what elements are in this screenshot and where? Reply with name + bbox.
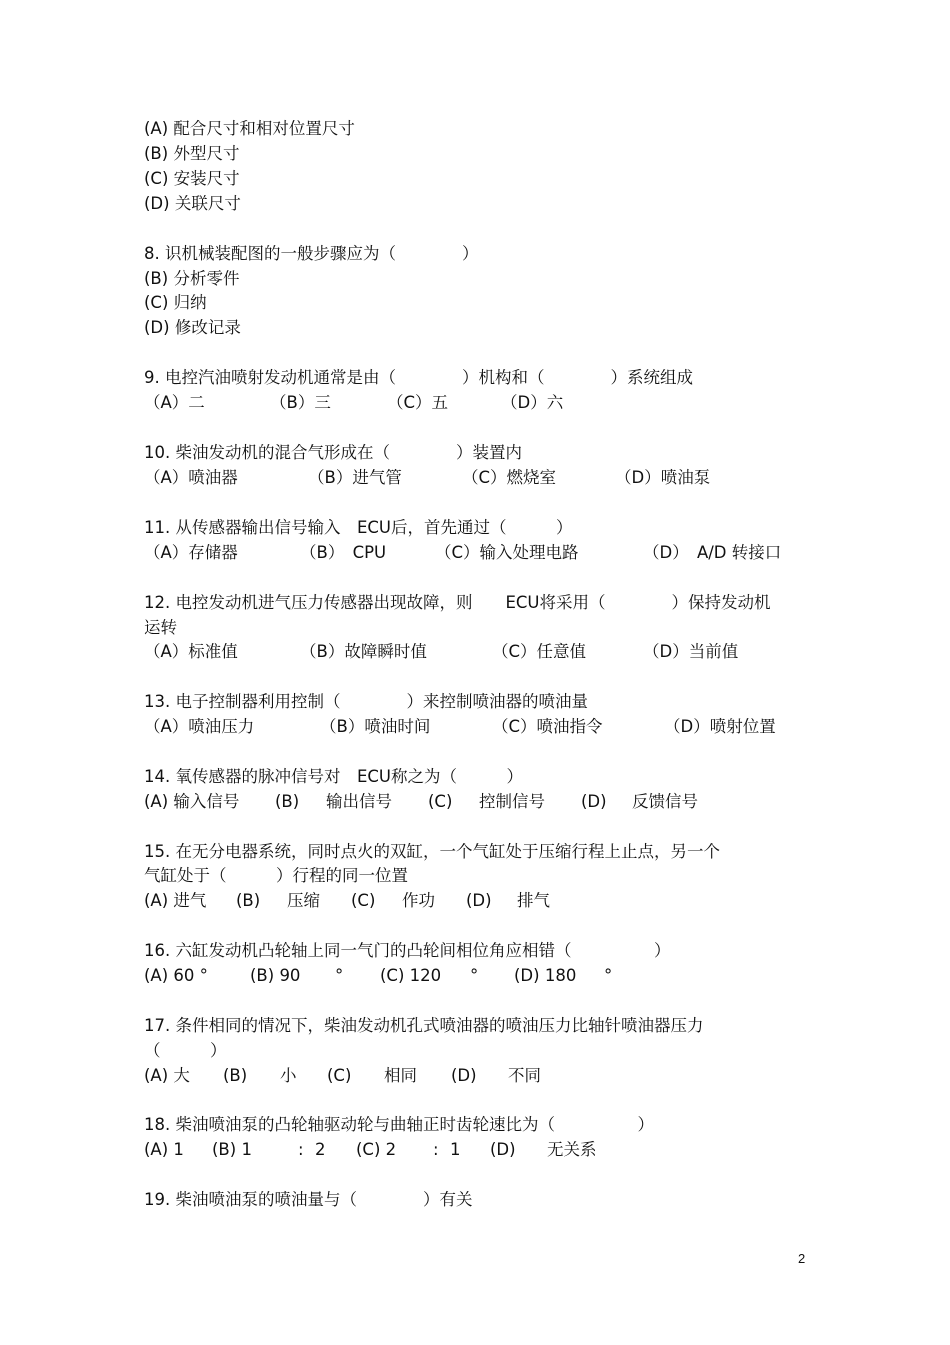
option-d-text: 无关系 bbox=[547, 1140, 597, 1159]
option-a: (A) 输入信号 bbox=[144, 792, 240, 811]
option-d-letter: (D) bbox=[451, 1066, 477, 1085]
option-line: (C) 归纳 bbox=[144, 293, 207, 312]
option-b-text: 压缩 bbox=[287, 891, 320, 910]
option-a: (A) 1 bbox=[144, 1140, 184, 1159]
option-a: (A) 60 ° bbox=[144, 966, 208, 985]
option-d-text: 反馈信号 bbox=[632, 792, 698, 811]
option-d-unit: ° bbox=[604, 966, 613, 985]
option-b-letter: (B) bbox=[275, 792, 300, 811]
ratio-colon: : bbox=[433, 1140, 439, 1159]
option-c: （C）五 bbox=[387, 393, 449, 412]
option-b: （B）进气管 bbox=[308, 468, 402, 487]
option-c: (C) 120 bbox=[380, 966, 442, 985]
option-b-text: 小 bbox=[280, 1066, 297, 1085]
question-19-stem: 19. 柴油喷油泵的喷油量与（ ）有关 bbox=[144, 1190, 473, 1209]
option-line: (B) 外型尺寸 bbox=[144, 144, 240, 163]
option-c: （C）输入处理电路 bbox=[435, 543, 579, 562]
option-b-text: 输出信号 bbox=[326, 792, 392, 811]
option-b-letter: (B) bbox=[223, 1066, 248, 1085]
option-b: （B）故障瞬时值 bbox=[300, 642, 427, 661]
question-12-stem-cont: 运转 bbox=[144, 618, 177, 637]
option-c: （C）任意值 bbox=[492, 642, 587, 661]
question-13-stem: 13. 电子控制器利用控制（ ）来控制喷油器的喷油量 bbox=[144, 692, 588, 711]
option-d: （D）喷射位置 bbox=[664, 717, 776, 736]
option-d: （D）当前值 bbox=[643, 642, 739, 661]
option-a: （A）存储器 bbox=[144, 543, 238, 562]
question-14-stem: 14. 氧传感器的脉冲信号对 ECU称之为（ ） bbox=[144, 767, 524, 786]
question-11-stem: 11. 从传感器输出信号输入 ECU后，首先通过（ ） bbox=[144, 518, 573, 537]
option-c: （C）喷油指令 bbox=[492, 717, 603, 736]
option-a: （A）标准值 bbox=[144, 642, 238, 661]
option-line: (D) 关联尺寸 bbox=[144, 194, 241, 213]
option-c-text: 相同 bbox=[384, 1066, 417, 1085]
option-d-text: 排气 bbox=[517, 891, 550, 910]
option-b: （B） CPU bbox=[300, 543, 387, 562]
ratio-value: 2 bbox=[315, 1140, 326, 1159]
option-c: （C）燃烧室 bbox=[462, 468, 557, 487]
option-c-letter: (C) bbox=[428, 792, 453, 811]
option-a: (A) 进气 bbox=[144, 891, 207, 910]
option-b-letter: (B) bbox=[236, 891, 261, 910]
option-b: （B）三 bbox=[270, 393, 331, 412]
option-d: （D）六 bbox=[501, 393, 564, 412]
question-16-stem: 16. 六缸发动机凸轮轴上同一气门的凸轮间相位角应相错（ ） bbox=[144, 941, 671, 960]
option-b: （B）喷油时间 bbox=[320, 717, 431, 736]
option-d-letter: (D) bbox=[490, 1140, 516, 1159]
option-line: (C) 安装尺寸 bbox=[144, 169, 240, 188]
page-number: 2 bbox=[798, 1251, 806, 1266]
ratio-value: 1 bbox=[450, 1140, 461, 1159]
option-d: (D) 180 bbox=[514, 966, 577, 985]
option-d-letter: (D) bbox=[581, 792, 607, 811]
option-d: （D） A/D 转接口 bbox=[643, 543, 782, 562]
option-d: （D）喷油泵 bbox=[615, 468, 711, 487]
question-10-stem: 10. 柴油发动机的混合气形成在（ ）装置内 bbox=[144, 443, 522, 462]
option-c-text: 作功 bbox=[402, 891, 435, 910]
ratio-colon: : bbox=[298, 1140, 304, 1159]
option-c-letter: (C) bbox=[327, 1066, 352, 1085]
question-9-stem: 9. 电控汽油喷射发动机通常是由（ ）机构和（ ）系统组成 bbox=[144, 368, 693, 387]
option-c: (C) 2 bbox=[356, 1140, 397, 1159]
question-15-stem: 15. 在无分电器系统，同时点火的双缸，一个气缸处于压缩行程上止点，另一个 bbox=[144, 842, 720, 861]
option-a: (A) 大 bbox=[144, 1066, 190, 1085]
option-b: (B) 1 bbox=[212, 1140, 252, 1159]
option-line: (D) 修改记录 bbox=[144, 318, 241, 337]
option-b: (B) 90 bbox=[250, 966, 301, 985]
option-c-text: 控制信号 bbox=[479, 792, 545, 811]
question-17-stem: 17. 条件相同的情况下，柴油发动机孔式喷油器的喷油压力比轴针喷油器压力 bbox=[144, 1016, 704, 1035]
question-18-stem: 18. 柴油喷油泵的凸轮轴驱动轮与曲轴正时齿轮速比为（ ） bbox=[144, 1115, 654, 1134]
question-12-stem: 12. 电控发动机进气压力传感器出现故障，则 ECU将采用（ ）保持发动机 bbox=[144, 593, 771, 612]
option-a: （A）二 bbox=[144, 393, 205, 412]
option-d-letter: (D) bbox=[466, 891, 492, 910]
option-a: （A）喷油压力 bbox=[144, 717, 255, 736]
option-c-letter: (C) bbox=[351, 891, 376, 910]
question-17-stem-cont: （ ） bbox=[144, 1041, 227, 1060]
option-a: （A）喷油器 bbox=[144, 468, 238, 487]
question-8-stem: 8. 识机械装配图的一般步骤应为（ ） bbox=[144, 244, 479, 263]
option-line: (B) 分析零件 bbox=[144, 269, 240, 288]
option-c-unit: ° bbox=[470, 966, 479, 985]
question-15-stem-cont: 气缸处于（ ）行程的同一位置 bbox=[144, 866, 408, 885]
option-b-unit: ° bbox=[335, 966, 344, 985]
option-d-text: 不同 bbox=[508, 1066, 541, 1085]
option-line: (A) 配合尺寸和相对位置尺寸 bbox=[144, 119, 355, 138]
